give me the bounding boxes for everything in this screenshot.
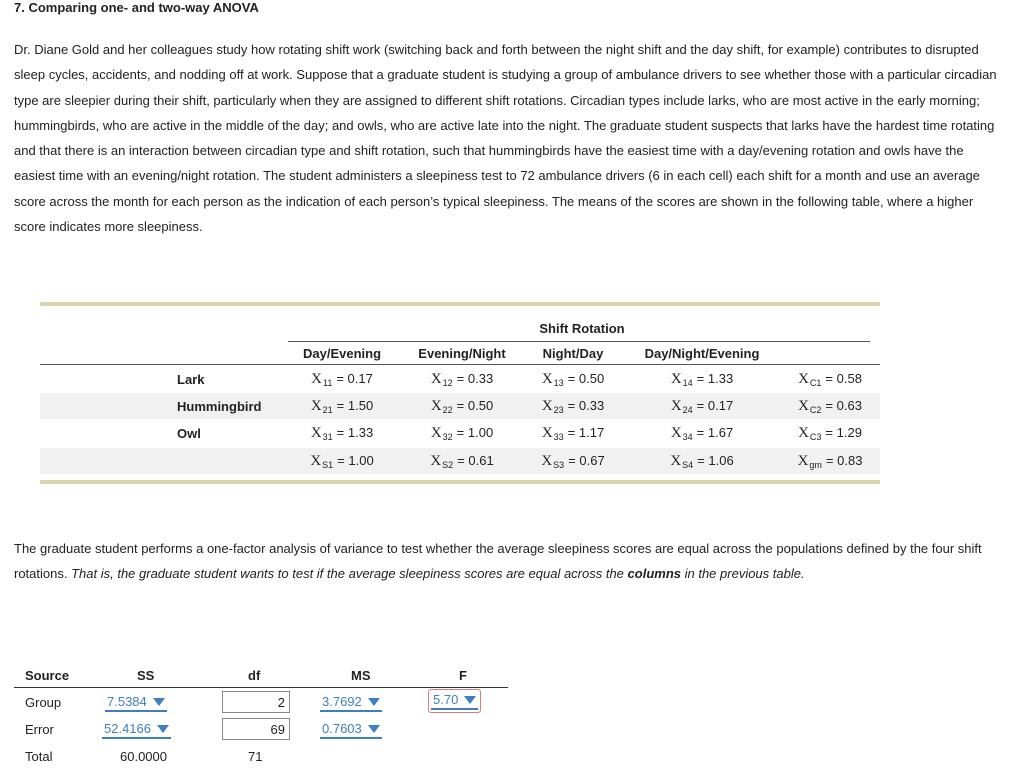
header-ss: SS [137, 668, 155, 683]
cell-mean: $X_{23} = 0.33$ [541, 398, 605, 415]
header-df: df [248, 668, 261, 683]
group-f-answer [428, 689, 481, 713]
row-mean-cell: $X_{C2} = 0.63$ [798, 398, 862, 415]
means-row [40, 448, 880, 474]
row-label: Lark [177, 372, 205, 387]
col-header-4: Day/Night/Evening [644, 346, 760, 361]
row-mean-cell: $X_{C1} = 0.58$ [798, 371, 862, 388]
row-label-group: Group [25, 695, 62, 710]
col-header-2: Evening/Night [418, 346, 506, 361]
means-row [40, 366, 880, 392]
anova-table [14, 660, 514, 770]
cell-mean: $X_{22} = 0.50$ [430, 398, 494, 415]
group-ss-dropdown[interactable]: 7.5384 [105, 694, 167, 712]
error-ss-dropdown[interactable]: 52.4166 [102, 721, 171, 739]
cell-mean: $X_{S4} = 1.06$ [670, 453, 734, 470]
followup-paragraph: The graduate student performs a one-factor analysis of variance to test whether the average sleepiness scores are equal across the populations defined by the four shift rotations. That is, the graduate student wants to test if the average sleepiness scores are equal across the columns in the previous table. [14, 541, 982, 582]
means-row [40, 393, 880, 419]
cell-mean: $X_{32} = 1.00$ [430, 425, 494, 442]
row-mean-cell: $X_{gm} = 0.83$ [797, 453, 863, 470]
row-mean-cell: $X_{C3} = 1.29$ [798, 425, 862, 442]
cell-mean: $X_{13} = 0.50$ [541, 371, 605, 388]
means-row [40, 420, 880, 446]
row-label-total: Total [25, 749, 53, 764]
col-header-1: Day/Evening [302, 346, 382, 361]
row-label: Owl [177, 426, 201, 441]
col-header-3: Night/Day [542, 346, 604, 361]
row-label-error: Error [25, 722, 54, 737]
intro-paragraph: Dr. Diane Gold and her colleagues study how rotating shift work (switching back and forth between the night shift and the day shift, for example) contributes to disrupted sleep cycles, accidents, and nodding off at work. Suppose that a graduate student is studying a group of ambulance drivers to see whether those with a particular circadian type are sleepier during their shift, particularly when they are assigned to different shift rotations. Circadian types include larks, who are most active in the early morning; hummingbirds, who are active in the middle of the day; and owls, who are active late into the night. The graduate student suspects that larks have the hardest time rotating and that there is an interaction between circadian type and shift rotation, such that hummingbirds have the easiest time with a day/evening rotation and owls have the easiest time with an evening/night rotation. The student administers a sleepiness test to 72 ambulance drivers (6 in each cell) each shift for a month and use an average score across the month for each person as the indication of each person’s typical sleepiness. The means of the scores are shown in the following table, where a higher score indicates more sleepiness. [14, 42, 997, 235]
chevron-down-icon [153, 698, 165, 706]
header-source: Source [25, 668, 70, 683]
chevron-down-icon [157, 725, 169, 733]
group-f-dropdown[interactable]: 5.70 [431, 692, 478, 710]
cell-mean: $X_{21} = 1.50$ [310, 398, 374, 415]
cell-mean: $X_{12} = 0.33$ [430, 371, 494, 388]
group-ms-dropdown[interactable]: 3.7692 [320, 694, 382, 712]
chevron-down-icon [464, 696, 476, 704]
cell-mean: $X_{11} = 0.17$ [311, 371, 373, 388]
group-df-input[interactable] [222, 691, 290, 713]
chevron-down-icon [368, 725, 380, 733]
means-table: Shift Rotation Day/Evening Evening/Night Night/Day Day/Night/Evening Lark $X_{11} = 0.17$ $X_{12} = 0.33$ $X_{13} = 0.50$ $X_{14} = 1.33$ $X_{C1} = 0.58$ Hummingbird $X_{21} = 1.50$ $X_{22} = 0.50$ $X_{23} = 0.33$ $X_{24} = 0.17$ $X_{C2} = 0.63$ Owl $X_{31} = 1.33$ $X_{32} = 1.00$ $X_{33} = 1.17$ $X_{34} = 1.67$ $X_{C3} = 1.29$ $X_{S1} = 1.00$ $X_{S2} = 0.61$ $X_{S3} = 0.67$ $X_{S4} = 1.06$ $X_{gm} = 0.83$ [40, 302, 880, 484]
error-df-input[interactable] [222, 718, 290, 740]
chevron-down-icon [368, 698, 380, 706]
header-ms: MS [351, 668, 371, 683]
cell-mean: $X_{S2} = 0.61$ [430, 453, 494, 470]
cell-mean: $X_{24} = 0.17$ [670, 398, 734, 415]
cell-mean: $X_{S3} = 0.67$ [541, 453, 605, 470]
question-title: 7. Comparing one- and two-way ANOVA [14, 0, 259, 15]
header-f: F [459, 668, 467, 683]
total-ss-value: 60.0000 [120, 749, 167, 764]
row-label: Hummingbird [177, 399, 262, 414]
cell-mean: $X_{34} = 1.67$ [670, 425, 734, 442]
total-df-value: 71 [248, 749, 263, 764]
cell-mean: $X_{S1} = 1.00$ [310, 453, 374, 470]
cell-mean: $X_{33} = 1.17$ [541, 425, 605, 442]
cell-mean: $X_{14} = 1.33$ [670, 371, 734, 388]
cell-mean: $X_{31} = 1.33$ [310, 425, 374, 442]
error-ms-dropdown[interactable]: 0.7603 [320, 721, 382, 739]
